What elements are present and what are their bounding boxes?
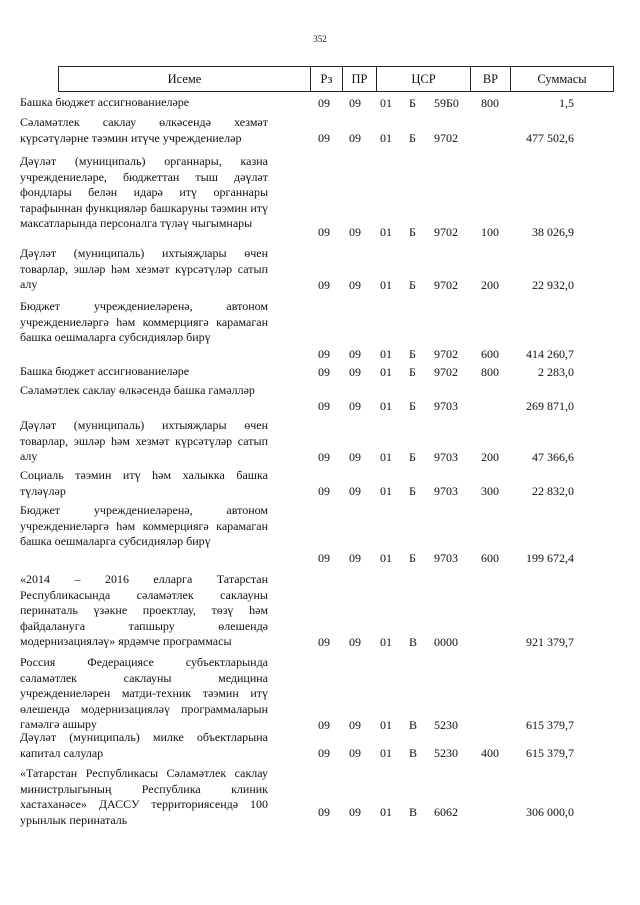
row-vr: 100: [481, 224, 499, 239]
row-csr-part1: 01: [380, 449, 392, 464]
row-csr-part3: 9702: [434, 277, 458, 292]
row-pr: 09: [349, 550, 361, 565]
page-number: 352: [313, 34, 327, 44]
row-csr-part1: 01: [380, 224, 392, 239]
row-csr-part2: Б: [409, 449, 416, 464]
row-pr: 09: [349, 364, 361, 379]
row-vr: 200: [481, 277, 499, 292]
row-csr-part2: Б: [409, 224, 416, 239]
row-name: Башка бюджет ассигнованиеләре: [20, 95, 190, 109]
table-header: [58, 66, 614, 92]
row-pr: 09: [349, 717, 361, 732]
row-csr-part1: 01: [380, 398, 392, 413]
table-row: [0, 503, 640, 566]
row-pr: 09: [349, 95, 361, 110]
row-rz: 09: [318, 634, 330, 649]
row-sum: 22 832,0: [532, 483, 574, 498]
row-csr-part2: Б: [409, 95, 416, 110]
row-rz: 09: [318, 483, 330, 498]
table-row: [0, 468, 640, 499]
row-csr-part2: Б: [409, 346, 416, 361]
row-sum: 199 672,4: [526, 550, 574, 565]
row-rz: 09: [318, 804, 330, 819]
row-csr-part1: 01: [380, 550, 392, 565]
table-row: [0, 115, 640, 146]
row-name: Дәүләт (муниципаль) органнары, казна учреждениеләре, бюджеттан тыш дәүләт фондлары белән идарә итү органнары тарафыннан функцияләр башкаруны тәэмин итү максатларында персоналга түләү чыгымнары: [20, 154, 268, 230]
row-sum: 22 932,0: [532, 277, 574, 292]
row-name: Башка бюджет ассигнованиеләре: [20, 364, 190, 378]
row-rz: 09: [318, 550, 330, 565]
row-csr-part3: 9702: [434, 346, 458, 361]
row-csr-part3: 5230: [434, 717, 458, 732]
header-rz: Рз: [311, 67, 343, 91]
row-pr: 09: [349, 130, 361, 145]
row-pr: 09: [349, 224, 361, 239]
row-pr: 09: [349, 277, 361, 292]
row-csr-part1: 01: [380, 634, 392, 649]
row-rz: 09: [318, 364, 330, 379]
row-pr: 09: [349, 634, 361, 649]
row-sum: 269 871,0: [526, 398, 574, 413]
row-pr: 09: [349, 398, 361, 413]
row-vr: 200: [481, 449, 499, 464]
row-rz: 09: [318, 95, 330, 110]
row-sum: 615 379,7: [526, 745, 574, 760]
row-rz: 09: [318, 277, 330, 292]
row-csr-part1: 01: [380, 717, 392, 732]
row-csr-part2: В: [409, 634, 418, 649]
row-csr-part2: Б: [409, 130, 416, 145]
row-csr-part2: В: [409, 745, 418, 760]
table-row: [0, 95, 640, 111]
row-csr-part1: 01: [380, 483, 392, 498]
row-csr-part1: 01: [380, 277, 392, 292]
row-vr: 300: [481, 483, 499, 498]
row-csr-part2: Б: [409, 398, 416, 413]
row-pr: 09: [349, 346, 361, 361]
row-sum: 47 366,6: [532, 449, 574, 464]
row-csr-part2: Б: [409, 364, 416, 379]
table-row: [0, 299, 640, 362]
row-name: Россия Федерациясе субъектларында сәламәтлек саклауны медицина учреждениеләрен матди-техник тәэмин итү өлешендә модернизацияләү программаларын гамәлгә ашыру: [20, 655, 268, 731]
table-row: [0, 766, 640, 827]
row-name: Дәүләт (муниципаль) ихтыяҗлары өчен товарлар, эшләр һәм хезмәт күрсәтүләр сатып алу: [20, 418, 268, 463]
row-rz: 09: [318, 717, 330, 732]
header-sum: Суммасы: [537, 72, 587, 86]
row-csr-part1: 01: [380, 95, 392, 110]
row-csr-part2: Б: [409, 483, 416, 498]
header-vr: ВР: [471, 67, 511, 91]
row-rz: 09: [318, 130, 330, 145]
row-sum: 1,5: [559, 95, 574, 110]
row-rz: 09: [318, 745, 330, 760]
row-vr: 600: [481, 346, 499, 361]
row-name: Сәламәтлек саклау өлкәсендә башка гамәлләр: [20, 383, 255, 397]
row-rz: 09: [318, 346, 330, 361]
row-name: Бюджет учреждениеләренә, автоном учреждениеләргә һәм коммерциягә карамаган башка оешмаларга субсидияләр бирү: [20, 299, 268, 344]
table-row: [0, 154, 640, 240]
row-sum: 921 379,7: [526, 634, 574, 649]
row-sum: 2 283,0: [538, 364, 574, 379]
table-row: [0, 655, 640, 733]
row-name: Бюджет учреждениеләренә, автоном учреждениеләргә һәм коммерциягә карамаган башка оешмаларга субсидияләр бирү: [20, 503, 268, 548]
row-csr-part3: 9703: [434, 398, 458, 413]
row-csr-part1: 01: [380, 364, 392, 379]
row-rz: 09: [318, 224, 330, 239]
header-pr: ПР: [343, 67, 377, 91]
table-row: [0, 730, 640, 761]
table-row: [0, 418, 640, 465]
row-csr-part3: 9703: [434, 449, 458, 464]
header-name: Исеме: [59, 67, 311, 91]
row-name: Сәламәтлек саклау өлкәсендә хезмәт күрсәтүләрне тәэмин итүче учреждениеләр: [20, 115, 268, 145]
row-sum: 477 502,6: [526, 130, 574, 145]
row-name: Дәүләт (муниципаль) ихтыяҗлары өчен товарлар, эшләр һәм хезмәт күрсәтүләр сатып алу: [20, 246, 268, 291]
row-csr-part3: 6062: [434, 804, 458, 819]
row-pr: 09: [349, 745, 361, 760]
table-row: [0, 246, 640, 293]
row-csr-part3: 9702: [434, 130, 458, 145]
row-csr-part3: 9702: [434, 224, 458, 239]
row-name: «2014 – 2016 елларга Татарстан Республикасында сәламәтлек саклауны перинаталь үзәкне проектлау, төзү һәм файдалануга тапшыру өлешендә модернизацияләү» ярдәмче программасы: [20, 572, 268, 648]
row-csr-part1: 01: [380, 130, 392, 145]
row-csr-part1: 01: [380, 804, 392, 819]
row-csr-part2: Б: [409, 550, 416, 565]
table-row: [0, 383, 640, 414]
row-pr: 09: [349, 483, 361, 498]
row-rz: 09: [318, 449, 330, 464]
row-csr-part3: 59Б0: [434, 95, 459, 110]
row-vr: 600: [481, 550, 499, 565]
row-name: «Татарстан Республикасы Сәламәтлек саклау министрлыгының Республика клиник хастаханәсе» ДАССУ территориясендә 100 урынлык перинаталь: [20, 766, 268, 827]
row-pr: 09: [349, 804, 361, 819]
row-csr-part2: Б: [409, 277, 416, 292]
row-name: Социаль тәэмин итү һәм халыкка башка түләүләр: [20, 468, 268, 498]
row-csr-part3: 0000: [434, 634, 458, 649]
row-pr: 09: [349, 449, 361, 464]
row-sum: 306 000,0: [526, 804, 574, 819]
row-vr: 800: [481, 364, 499, 379]
row-sum: 414 260,7: [526, 346, 574, 361]
row-rz: 09: [318, 398, 330, 413]
row-sum: 38 026,9: [532, 224, 574, 239]
row-csr-part1: 01: [380, 346, 392, 361]
table-row: [0, 364, 640, 380]
row-name: Дәүләт (муниципаль) милке объектларына капитал салулар: [20, 730, 268, 760]
row-csr-part3: 9703: [434, 483, 458, 498]
row-vr: 800: [481, 95, 499, 110]
row-csr-part2: В: [409, 717, 418, 732]
row-csr-part3: 5230: [434, 745, 458, 760]
header-csr: ЦСР: [377, 67, 471, 91]
row-vr: 400: [481, 745, 499, 760]
table-row: [0, 572, 640, 650]
row-csr-part1: 01: [380, 745, 392, 760]
row-csr-part2: В: [409, 804, 418, 819]
row-sum: 615 379,7: [526, 717, 574, 732]
row-csr-part3: 9702: [434, 364, 458, 379]
row-csr-part3: 9703: [434, 550, 458, 565]
